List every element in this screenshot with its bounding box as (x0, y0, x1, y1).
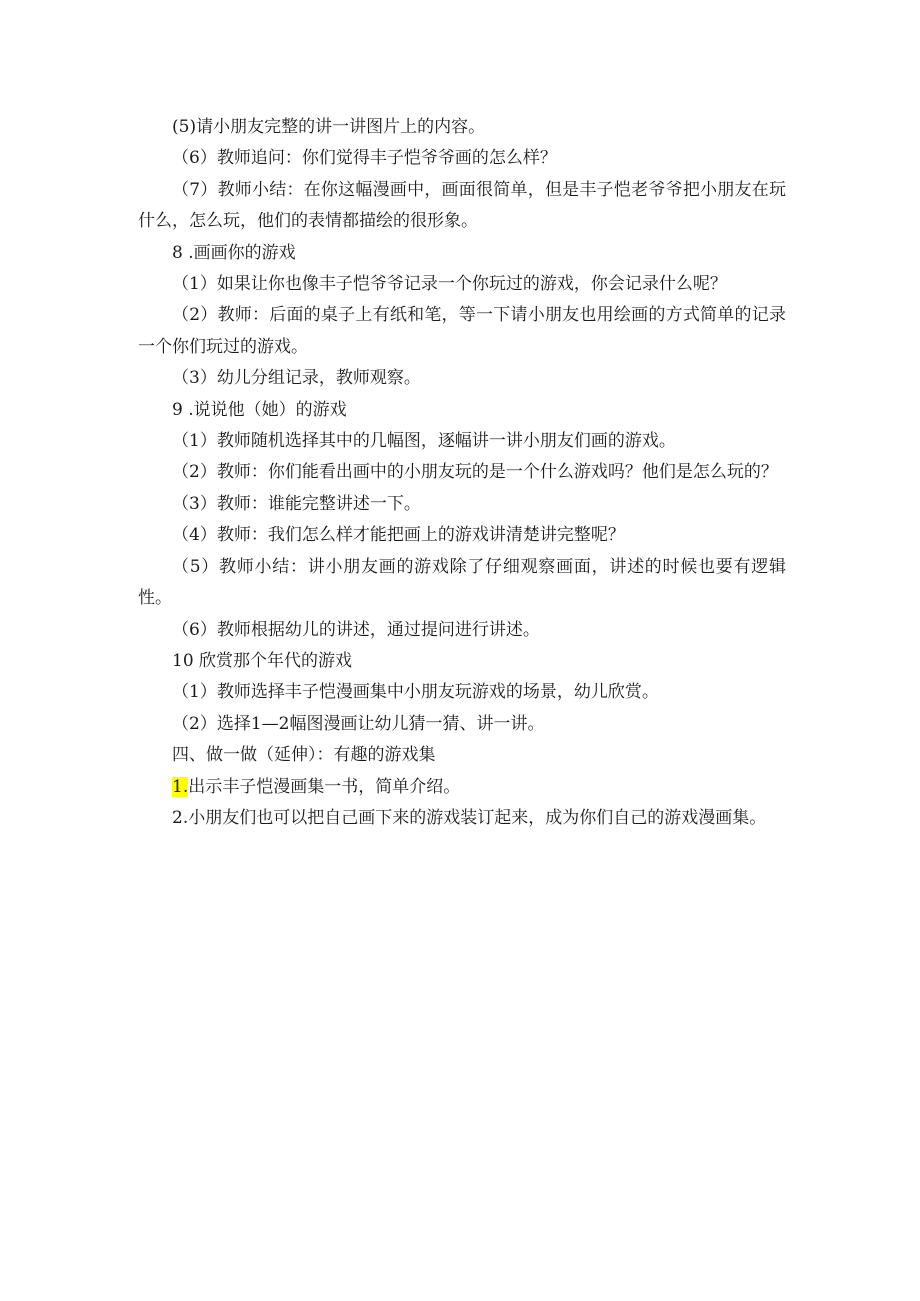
paragraph-9-5: （5）教师小结：讲小朋友画的游戏除了仔细观察画面，讲述的时候也要有逻辑性。 (138, 556, 786, 609)
paragraph-10-1: （1）教师选择丰子恺漫画集中小朋友玩游戏的场景，幼儿欣赏。 (172, 682, 659, 703)
paragraph-ext-1-text: 出示丰子恺漫画集一书，简单介绍。 (188, 776, 461, 797)
paragraph-8-1: （1）如果让你也像丰子恺爷爷记录一个你玩过的游戏，你会记录什么呢？ (172, 274, 727, 295)
section-heading-10: 10 欣赏那个年代的游戏 (172, 650, 353, 671)
paragraph-9-6: （6）教师根据幼儿的讲述，通过提问进行讲述。 (172, 619, 540, 640)
paragraph-9-3: （3）教师：谁能完整讲述一下。 (172, 493, 421, 514)
paragraph-9-2: （2）教师：你们能看出画中的小朋友玩的是一个什么游戏吗？他们是怎么玩的？ (172, 462, 778, 483)
section-heading-9: 9 .说说他（她）的游戏 (172, 399, 347, 420)
section-heading-8: 8 .画画你的游戏 (172, 242, 296, 263)
paragraph-step-5: (5)请小朋友完整的讲一讲图片上的内容。 (172, 117, 486, 137)
paragraph-ext-2: 2.小朋友们也可以把自己画下来的游戏装订起来，成为你们自己的游戏漫画集。 (172, 807, 767, 828)
highlighted-number: 1. (172, 776, 189, 797)
paragraph-step-7: （7）教师小结：在你这幅漫画中，画面很简单，但是丰子恺老爷爷把小朋友在玩什么，怎么玩，他们的表情都描绘的很形象。 (138, 179, 786, 232)
paragraph-9-4: （4）教师：我们怎么样才能把画上的游戏讲清楚讲完整呢？ (172, 525, 625, 546)
document-body (138, 112, 786, 834)
paragraph-8-2: （2）教师：后面的桌子上有纸和笔，等一下请小朋友也用绘画的方式简单的记录一个你们玩过的游戏。 (138, 305, 786, 357)
paragraph-8-3: （3）幼儿分组记录，教师观察。 (172, 368, 421, 389)
paragraph-9-1: （1）教师随机选择其中的几幅图，逐幅讲一讲小朋友们画的游戏。 (172, 431, 676, 452)
paragraph-ext-1 (138, 772, 786, 803)
section-heading-4: 四、做一做（延伸）：有趣的游戏集 (172, 745, 436, 766)
paragraph-step-6: （6）教师追问：你们觉得丰子恺爷爷画的怎么样？ (172, 148, 557, 169)
paragraph-10-2: （2）选择1—2幅图漫画让幼儿猜一猜、讲一讲。 (172, 713, 545, 734)
